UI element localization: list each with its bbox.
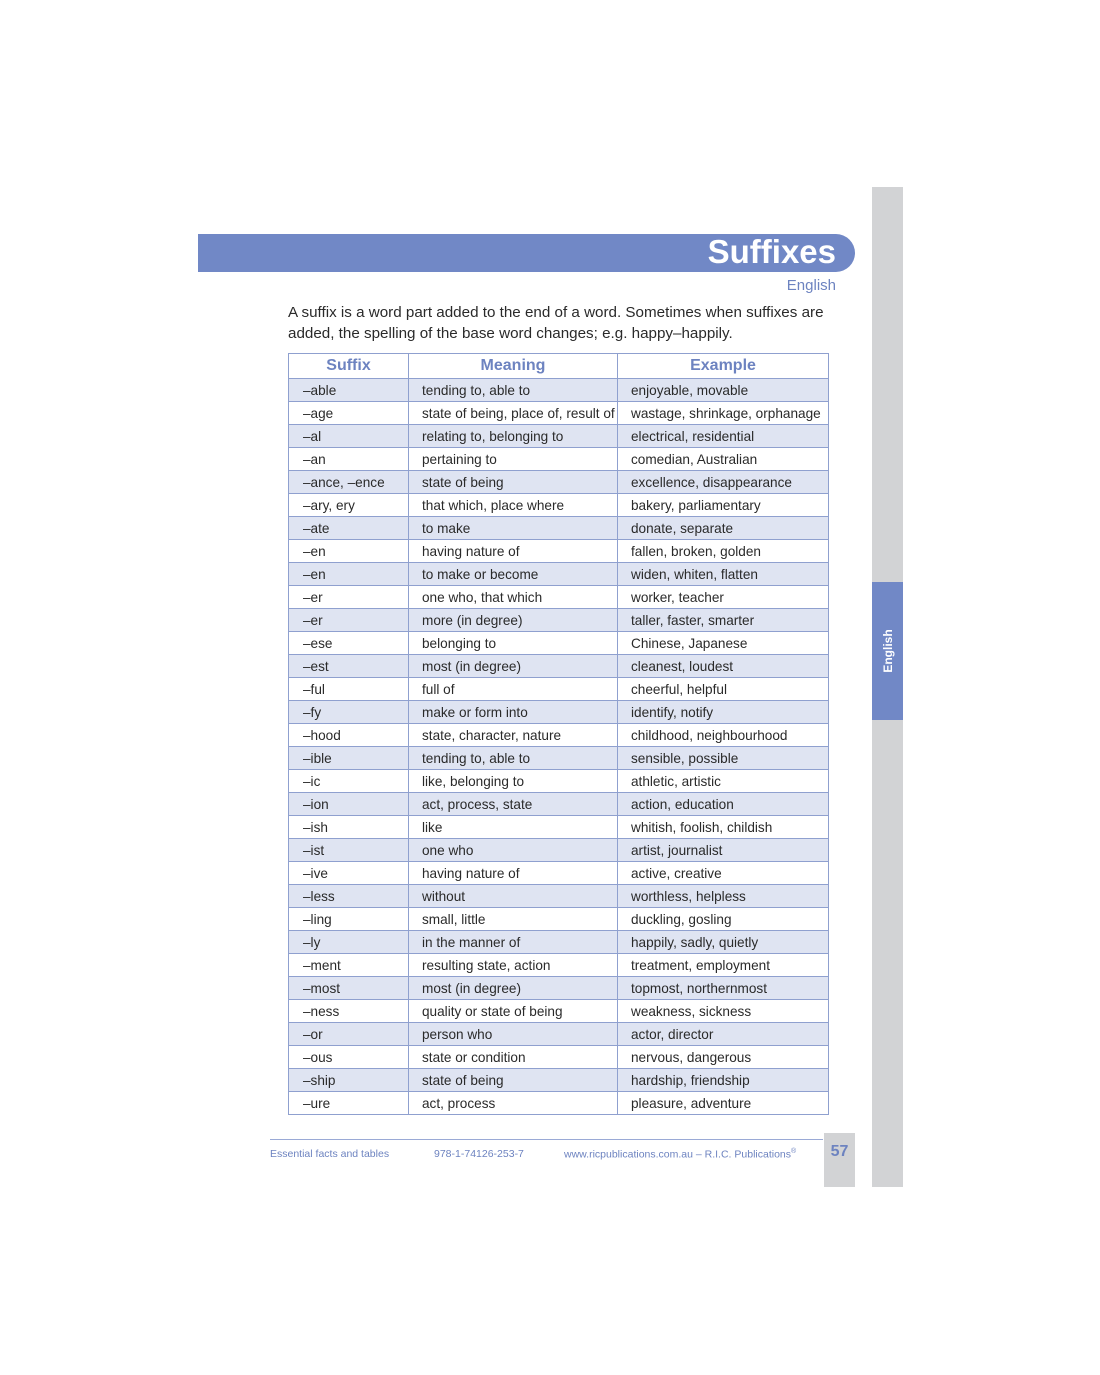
meaning-cell: full of [409, 678, 618, 701]
header-meaning: Meaning [409, 354, 618, 379]
suffix-cell: –en [289, 563, 409, 586]
example-cell: wastage, shrinkage, orphanage [618, 402, 829, 425]
table-row [289, 586, 829, 609]
header-example: Example [618, 354, 829, 379]
table-row [289, 563, 829, 586]
meaning-cell: without [409, 885, 618, 908]
side-tab-english [872, 582, 903, 720]
meaning-cell: make or form into [409, 701, 618, 724]
suffix-cell: –ary, ery [289, 494, 409, 517]
meaning-cell: tending to, able to [409, 379, 618, 402]
example-cell: taller, faster, smarter [618, 609, 829, 632]
example-cell: Chinese, Japanese [618, 632, 829, 655]
meaning-cell: tending to, able to [409, 747, 618, 770]
suffix-cell: –ion [289, 793, 409, 816]
example-cell: treatment, employment [618, 954, 829, 977]
meaning-cell: relating to, belonging to [409, 425, 618, 448]
example-cell: athletic, artistic [618, 770, 829, 793]
footer-publisher-text: www.ricpublications.com.au – R.I.C. Publications [564, 1148, 792, 1161]
meaning-cell: most (in degree) [409, 655, 618, 678]
example-cell: enjoyable, movable [618, 379, 829, 402]
table-row [289, 402, 829, 425]
suffix-cell: –ible [289, 747, 409, 770]
suffix-cell: –ous [289, 1046, 409, 1069]
meaning-cell: in the manner of [409, 931, 618, 954]
example-cell: artist, journalist [618, 839, 829, 862]
suffix-cell: –ate [289, 517, 409, 540]
suffix-cell: –al [289, 425, 409, 448]
example-cell: pleasure, adventure [618, 1092, 829, 1115]
example-cell: happily, sadly, quietly [618, 931, 829, 954]
meaning-cell: state of being [409, 471, 618, 494]
table-body [289, 379, 829, 1115]
example-cell: sensible, possible [618, 747, 829, 770]
example-cell: fallen, broken, golden [618, 540, 829, 563]
suffix-cell: –ment [289, 954, 409, 977]
table-row [289, 1000, 829, 1023]
page-number: 57 [830, 1143, 849, 1160]
meaning-cell: act, process [409, 1092, 618, 1115]
meaning-cell: resulting state, action [409, 954, 618, 977]
table-row [289, 862, 829, 885]
table-row [289, 747, 829, 770]
header-row [289, 354, 829, 379]
table-row [289, 1046, 829, 1069]
table-row [289, 1069, 829, 1092]
example-cell: hardship, friendship [618, 1069, 829, 1092]
meaning-cell: having nature of [409, 540, 618, 563]
example-cell: widen, whiten, flatten [618, 563, 829, 586]
suffix-cell: –an [289, 448, 409, 471]
table-row [289, 609, 829, 632]
example-cell: comedian, Australian [618, 448, 829, 471]
meaning-cell: pertaining to [409, 448, 618, 471]
meaning-cell: one who [409, 839, 618, 862]
suffix-cell: –fy [289, 701, 409, 724]
suffix-cell: –ure [289, 1092, 409, 1115]
table-row [289, 1092, 829, 1115]
meaning-cell: state of being [409, 1069, 618, 1092]
meaning-cell: state, character, nature [409, 724, 618, 747]
table-row [289, 632, 829, 655]
meaning-cell: state of being, place of, result of [409, 402, 618, 425]
suffix-cell: –ive [289, 862, 409, 885]
page-title: Suffixes [707, 233, 836, 270]
example-cell: active, creative [618, 862, 829, 885]
table-row [289, 701, 829, 724]
table-row [289, 540, 829, 563]
suffix-cell: –ful [289, 678, 409, 701]
suffix-cell: –en [289, 540, 409, 563]
meaning-cell: one who, that which [409, 586, 618, 609]
footer-divider [270, 1139, 823, 1140]
table-header [289, 354, 829, 379]
meaning-cell: most (in degree) [409, 977, 618, 1000]
table-row [289, 425, 829, 448]
table-row [289, 954, 829, 977]
table-row [289, 494, 829, 517]
meaning-cell: that which, place where [409, 494, 618, 517]
meaning-cell: belonging to [409, 632, 618, 655]
example-cell: weakness, sickness [618, 1000, 829, 1023]
table-row [289, 517, 829, 540]
example-cell: identify, notify [618, 701, 829, 724]
table-row [289, 793, 829, 816]
suffix-cell: –ness [289, 1000, 409, 1023]
example-cell: duckling, gosling [618, 908, 829, 931]
suffix-cell: –er [289, 609, 409, 632]
meaning-cell: to make [409, 517, 618, 540]
suffix-cell: –ship [289, 1069, 409, 1092]
subject-label: English [786, 277, 836, 294]
suffix-cell: –able [289, 379, 409, 402]
example-cell: cleanest, loudest [618, 655, 829, 678]
meaning-cell: state or condition [409, 1046, 618, 1069]
suffix-cell: –ese [289, 632, 409, 655]
meaning-cell: more (in degree) [409, 609, 618, 632]
meaning-cell: like [409, 816, 618, 839]
footer-isbn: 978-1-74126-253-7 [434, 1148, 524, 1160]
suffix-table [288, 353, 829, 1115]
table-row [289, 655, 829, 678]
example-cell: whitish, foolish, childish [618, 816, 829, 839]
example-cell: action, education [618, 793, 829, 816]
suffix-cell: –age [289, 402, 409, 425]
table-row [289, 839, 829, 862]
footer-publisher [564, 1148, 796, 1161]
suffix-cell: –ly [289, 931, 409, 954]
suffix-cell: –ish [289, 816, 409, 839]
page-number-box [824, 1133, 855, 1187]
example-cell: worker, teacher [618, 586, 829, 609]
header-suffix: Suffix [289, 354, 409, 379]
table-row [289, 1023, 829, 1046]
meaning-cell: act, process, state [409, 793, 618, 816]
meaning-cell: person who [409, 1023, 618, 1046]
table-row [289, 448, 829, 471]
suffix-cell: –ic [289, 770, 409, 793]
suffix-cell: –ist [289, 839, 409, 862]
meaning-cell: to make or become [409, 563, 618, 586]
example-cell: nervous, dangerous [618, 1046, 829, 1069]
suffix-cell: –ling [289, 908, 409, 931]
suffix-cell: –est [289, 655, 409, 678]
meaning-cell: small, little [409, 908, 618, 931]
suffix-cell: –most [289, 977, 409, 1000]
example-cell: worthless, helpless [618, 885, 829, 908]
example-cell: donate, separate [618, 517, 829, 540]
suffix-cell: –ance, –ence [289, 471, 409, 494]
meaning-cell: having nature of [409, 862, 618, 885]
intro-paragraph: A suffix is a word part added to the end of a word. Sometimes when suffixes are added, the spelling of the base word changes; e.g. happy–happily. [288, 304, 824, 342]
example-cell: topmost, northernmost [618, 977, 829, 1000]
meaning-cell: quality or state of being [409, 1000, 618, 1023]
table-row [289, 724, 829, 747]
side-tab-label: English [880, 629, 895, 673]
table-row [289, 770, 829, 793]
table-row [289, 379, 829, 402]
table-row [289, 678, 829, 701]
example-cell: electrical, residential [618, 425, 829, 448]
table-row [289, 885, 829, 908]
title-bar [198, 234, 855, 272]
suffix-cell: –or [289, 1023, 409, 1046]
suffix-cell: –less [289, 885, 409, 908]
suffix-cell: –er [289, 586, 409, 609]
footer-book-title: Essential facts and tables [270, 1148, 390, 1160]
table-row [289, 908, 829, 931]
table-row [289, 471, 829, 494]
example-cell: excellence, disappearance [618, 471, 829, 494]
meaning-cell: like, belonging to [409, 770, 618, 793]
example-cell: cheerful, helpful [618, 678, 829, 701]
registered-mark: ® [791, 1148, 797, 1155]
example-cell: childhood, neighbourhood [618, 724, 829, 747]
example-cell: bakery, parliamentary [618, 494, 829, 517]
example-cell: actor, director [618, 1023, 829, 1046]
table-row [289, 816, 829, 839]
table-row [289, 931, 829, 954]
suffix-cell: –hood [289, 724, 409, 747]
table-row [289, 977, 829, 1000]
